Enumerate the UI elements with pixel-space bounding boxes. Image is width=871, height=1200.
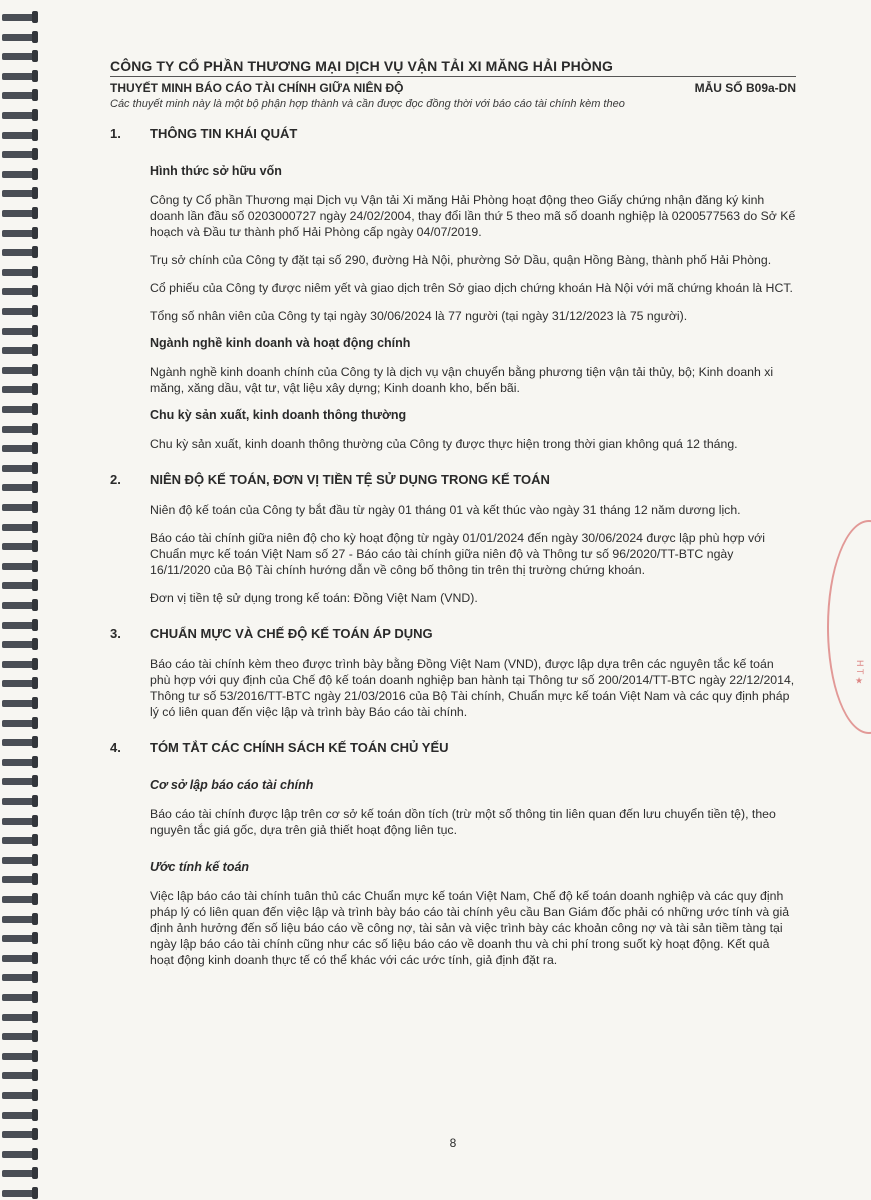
binding-ring — [2, 230, 36, 237]
binding-ring — [2, 171, 36, 178]
red-seal-stamp — [827, 520, 871, 734]
subheading-basis: Cơ sở lập báo cáo tài chính — [150, 778, 314, 792]
binding-ring — [2, 426, 36, 433]
binding-ring — [2, 190, 36, 197]
binding-ring — [2, 386, 36, 393]
company-name: CÔNG TY CỔ PHẦN THƯƠNG MẠI DỊCH VỤ VẬN TẢI XI MĂNG HẢI PHÒNG — [110, 58, 613, 74]
spiral-binding — [0, 0, 40, 1200]
document-body — [110, 124, 796, 968]
binding-ring — [2, 34, 36, 41]
binding-ring — [2, 778, 36, 785]
binding-ring — [2, 328, 36, 335]
subheading-cycle: Chu kỳ sản xuất, kinh doanh thông thường — [150, 408, 407, 422]
binding-ring — [2, 1170, 36, 1177]
paragraph: Cổ phiếu của Công ty được niêm yết và giao dịch trên Sở giao dịch chứng khoán Hà Nội với mã chứng khoán là HCT. — [150, 281, 793, 295]
binding-ring — [2, 406, 36, 413]
binding-ring — [2, 543, 36, 550]
section-heading-3: 3. CHUẨN MỰC VÀ CHẾ ĐỘ KẾ TOÁN ÁP DỤNG — [110, 625, 433, 641]
paragraph: Báo cáo tài chính giữa niên độ cho kỳ hoạt động từ ngày 01/01/2024 đến ngày 30/06/2024 được lập phù hợp với Chuẩn mực kế toán Việt Nam số 27 - Báo cáo tài chính giữa niên độ và Thông tư số 96/2020/TT-BTC ngày 16/11/2020 của Bộ Tài chính hướng dẫn về công bố thông tin trên thị trường chứng khoán. — [150, 531, 765, 577]
paragraph: Ngành nghề kinh doanh chính của Công ty là dịch vụ vận chuyển bằng phương tiện vận tải thủy, bộ; Kinh doanh xi măng, xăng dầu, vật tư, vật liệu xây dựng; Kinh doanh kho, bến bãi. — [150, 365, 774, 395]
binding-ring — [2, 445, 36, 452]
page-number: 8 — [449, 1136, 457, 1150]
binding-ring — [2, 582, 36, 589]
binding-ring — [2, 974, 36, 981]
binding-ring — [2, 288, 36, 295]
binding-ring — [2, 524, 36, 531]
binding-ring — [2, 504, 36, 511]
binding-ring — [2, 73, 36, 80]
paragraph: Tổng số nhân viên của Công ty tại ngày 30/06/2024 là 77 người (tại ngày 31/12/2023 là 75 người). — [150, 309, 688, 323]
binding-ring — [2, 916, 36, 923]
binding-ring — [2, 367, 36, 374]
binding-ring — [2, 484, 36, 491]
binding-ring — [2, 92, 36, 99]
paragraph: Trụ sở chính của Công ty đặt tại số 290, đường Hà Nội, phường Sở Dầu, quận Hồng Bàng, thành phố Hải Phòng. — [150, 253, 772, 267]
binding-ring — [2, 465, 36, 472]
binding-ring — [2, 994, 36, 1001]
binding-ring — [2, 151, 36, 158]
header-rule — [110, 76, 796, 77]
binding-ring — [2, 1190, 36, 1197]
paragraph: Chu kỳ sản xuất, kinh doanh thông thường của Công ty được thực hiện trong thời gian không quá 12 tháng. — [150, 437, 738, 451]
binding-ring — [2, 739, 36, 746]
binding-ring — [2, 1151, 36, 1158]
section-heading-2: 2. NIÊN ĐỘ KẾ TOÁN, ĐƠN VỊ TIỀN TỆ SỬ DỤNG TRONG KẾ TOÁN — [110, 471, 550, 487]
binding-ring — [2, 798, 36, 805]
binding-ring — [2, 857, 36, 864]
binding-ring — [2, 876, 36, 883]
binding-ring — [2, 1112, 36, 1119]
binding-ring — [2, 563, 36, 570]
binding-ring — [2, 896, 36, 903]
paragraph: Niên độ kế toán của Công ty bắt đầu từ ngày 01 tháng 01 và kết thúc vào ngày 31 tháng 12 năm dương lịch. — [150, 503, 741, 517]
binding-ring — [2, 14, 36, 21]
paragraph: Báo cáo tài chính được lập trên cơ sở kế toán dồn tích (trừ một số thông tin liên quan đến lưu chuyển tiền tệ), theo nguyên tắc giá gốc, dựa trên giả thiết hoạt động liên tục. — [150, 807, 776, 837]
header-note: Các thuyết minh này là một bộ phận hợp thành và cần được đọc đồng thời với báo cáo tài chính kèm theo — [110, 98, 625, 110]
seal-text: H T ★ — [855, 660, 865, 687]
binding-ring — [2, 818, 36, 825]
binding-ring — [2, 680, 36, 687]
binding-ring — [2, 308, 36, 315]
binding-ring — [2, 602, 36, 609]
binding-ring — [2, 132, 36, 139]
binding-ring — [2, 837, 36, 844]
binding-ring — [2, 1033, 36, 1040]
binding-ring — [2, 955, 36, 962]
binding-ring — [2, 249, 36, 256]
binding-ring — [2, 112, 36, 119]
subheading-business: Ngành nghề kinh doanh và hoạt động chính — [150, 336, 411, 350]
subheading-ownership: Hình thức sở hữu vốn — [150, 164, 282, 178]
paragraph: Công ty Cổ phần Thương mại Dịch vụ Vận tải Xi măng Hải Phòng hoạt động theo Giấy chứng nhận đăng ký kinh doanh lần đầu số 0203000727 ngày 24/02/2004, thay đổi lần thứ 5 theo mã số doanh nghiệp là 0200577563 do Sở Kế hoạch và Đầu tư thành phố Hải Phòng cấp ngày 04/07/2019. — [150, 193, 796, 239]
binding-ring — [2, 1014, 36, 1021]
binding-ring — [2, 622, 36, 629]
binding-ring — [2, 1053, 36, 1060]
paragraph: Việc lập báo cáo tài chính tuân thủ các Chuẩn mực kế toán Việt Nam, Chế độ kế toán doanh nghiệp và các quy định pháp lý có liên quan đến việc lập và trình bày báo cáo tài chính yêu cầu Ban Giám đốc phải có những ước tính và giả định ảnh hưởng đến số liệu báo cáo về công nợ, tài sản và việc trình bày các khoản công nợ và tài sản tiềm tàng tại ngày lập báo cáo tài chính cũng như các số liệu báo cáo về doanh thu và chi phí trong suốt kỳ hoạt động. Kết quả hoạt động kinh doanh thực tế có thể khác với các ước tính, giả định đặt ra. — [150, 889, 790, 967]
binding-ring — [2, 210, 36, 217]
section-heading-1: 1. THÔNG TIN KHÁI QUÁT — [110, 125, 298, 141]
binding-ring — [2, 700, 36, 707]
binding-ring — [2, 661, 36, 668]
binding-ring — [2, 269, 36, 276]
binding-ring — [2, 720, 36, 727]
form-number: MẪU SỐ B09a-DN — [694, 81, 796, 95]
binding-ring — [2, 53, 36, 60]
binding-ring — [2, 1092, 36, 1099]
binding-ring — [2, 759, 36, 766]
report-title: THUYẾT MINH BÁO CÁO TÀI CHÍNH GIỮA NIÊN ĐỘ — [110, 81, 404, 95]
paragraph: Đơn vị tiền tệ sử dụng trong kế toán: Đồng Việt Nam (VND). — [150, 591, 478, 605]
binding-ring — [2, 1131, 36, 1138]
binding-ring — [2, 641, 36, 648]
binding-ring — [2, 1072, 36, 1079]
binding-ring — [2, 935, 36, 942]
paragraph: Báo cáo tài chính kèm theo được trình bày bằng Đồng Việt Nam (VND), được lập dựa trên các nguyên tắc kế toán phù hợp với quy định của Chế độ kế toán doanh nghiệp ban hành tại Thông tư số 200/2014/TT-BTC ngày 22/12/2014, Thông tư số 53/2016/TT-BTC ngày 21/03/2016 của Bộ Tài chính, Chuẩn mực kế toán Việt Nam và các quy định pháp lý có liên quan đến việc lập và trình bày Báo cáo tài chính. — [150, 657, 795, 719]
subheading-estimates: Ước tính kế toán — [150, 860, 250, 874]
section-heading-4: 4. TÓM TẮT CÁC CHÍNH SÁCH KẾ TOÁN CHỦ YẾU — [110, 739, 449, 755]
binding-ring — [2, 347, 36, 354]
